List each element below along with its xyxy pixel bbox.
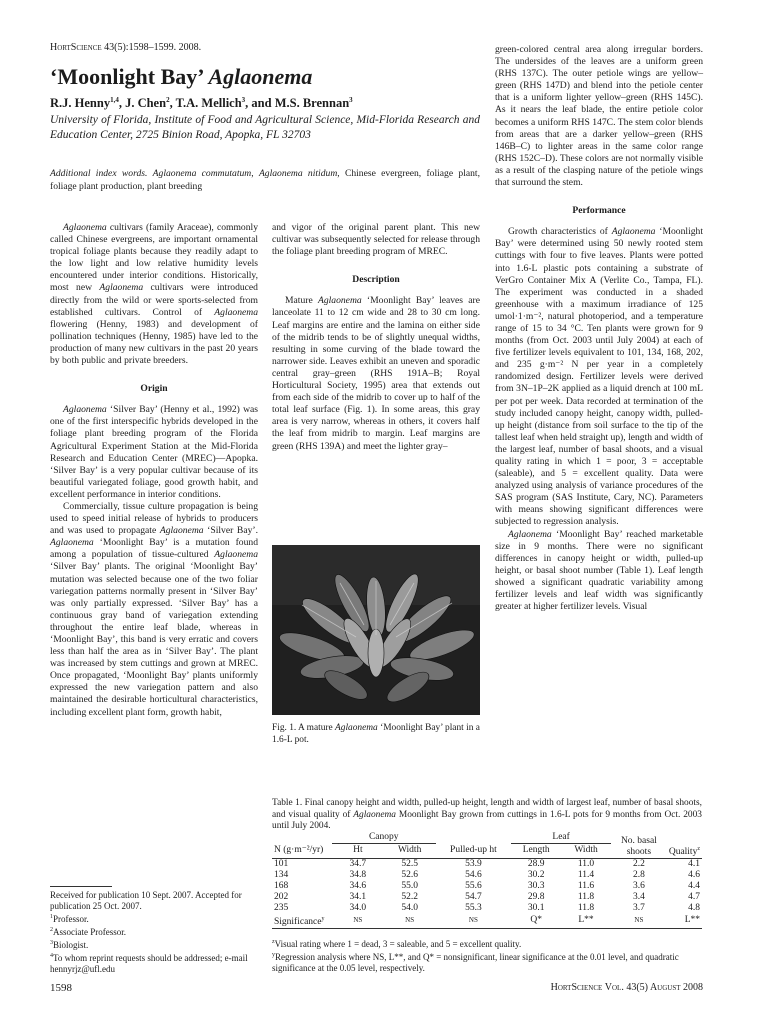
table-cell: 54.7 bbox=[465, 891, 482, 902]
table-note-z bbox=[272, 937, 702, 950]
italic-genus-name: Aglaonema bbox=[508, 528, 552, 540]
title-cultivar: ‘Moonlight Bay’ bbox=[50, 64, 203, 89]
index-words-label: Additional index words. bbox=[50, 168, 148, 179]
text-run: ‘Moonlight Bay’ is a mutation found among a population of tissue-cultured bbox=[50, 537, 258, 561]
table-header-quality bbox=[667, 844, 702, 859]
author-4: M.S. Brennan bbox=[274, 96, 350, 111]
origin-paragraph-1 bbox=[50, 404, 258, 501]
table-cell: 3.4 bbox=[632, 891, 645, 902]
table-note-y-mark: y bbox=[272, 952, 275, 958]
column-1 bbox=[50, 222, 258, 719]
table-cell: 11.8 bbox=[577, 891, 595, 902]
text-run: Moonlight Bay grown from cuttings in 1.6-L pots for 9 months from Oct. 2003 until July 2004. bbox=[272, 809, 702, 831]
table-1-notes bbox=[272, 937, 702, 974]
article-title bbox=[50, 64, 312, 90]
footer-journal-name: HortScience bbox=[550, 982, 603, 993]
italic-genus-name: Aglaonema bbox=[50, 537, 94, 549]
table-cell: 52.5 bbox=[401, 858, 418, 869]
table-sig-cell: NS bbox=[468, 916, 478, 925]
table-cell: 30.3 bbox=[527, 880, 545, 891]
table-sig-cell: NS bbox=[634, 916, 644, 925]
performance-paragraph-1 bbox=[495, 226, 703, 528]
author-1: R.J. Henny bbox=[50, 96, 111, 111]
table-sig-cell: L** bbox=[684, 915, 700, 926]
table-note-y bbox=[272, 950, 702, 974]
table-cell: 4.7 bbox=[688, 891, 700, 902]
table-cell-nitrogen: 202 bbox=[274, 891, 289, 902]
table-cell: 11.0 bbox=[577, 858, 595, 869]
origin-continuation: and vigor of the original parent plant. This new cultivar was subsequently selected for release through the foliage plant breeding program of MREC. bbox=[272, 222, 480, 258]
table-cell: 52.6 bbox=[401, 869, 418, 880]
volume-text: 43(5):1598–1599. 2008. bbox=[104, 42, 202, 53]
author-2: J. Chen bbox=[125, 96, 167, 111]
table-1 bbox=[272, 832, 702, 929]
table-significance-label-text: Significance bbox=[274, 916, 322, 927]
running-head bbox=[50, 42, 201, 53]
table-cell: 34.6 bbox=[349, 880, 367, 891]
table-header-canopy-width: Width bbox=[397, 845, 422, 856]
table-cell: 4.4 bbox=[688, 880, 700, 891]
footnote-4-text: To whom reprint requests should be addressed; e-mail hennyrjz@ufl.edu bbox=[50, 953, 248, 974]
table-group-leaf: Leaf bbox=[511, 832, 611, 844]
footnote-2-text: Associate Professor. bbox=[53, 927, 126, 937]
footnote-3-mark: 3 bbox=[50, 940, 53, 946]
table-cell: 3.6 bbox=[632, 880, 645, 891]
italic-genus-name: Aglaonema bbox=[99, 282, 144, 294]
footnotes bbox=[50, 890, 258, 975]
table-cell: 2.2 bbox=[632, 858, 645, 869]
text-run: ‘Silver Bay’. bbox=[203, 525, 258, 537]
footnote-2 bbox=[50, 925, 258, 938]
italic-genus-name: Aglaonema bbox=[63, 404, 107, 416]
table-cell: 11.4 bbox=[577, 869, 595, 880]
aglaonema-plant-illustration bbox=[272, 545, 480, 715]
affiliation: University of Florida, Institute of Food and Agricultural Science, Mid-Florida Research and Education Center, 2725 Binion Road, Apopka, FL 32703 bbox=[50, 114, 480, 141]
section-heading-description: Description bbox=[352, 274, 400, 286]
italic-genus-name: Aglaonema bbox=[335, 723, 378, 733]
description-continuation: green-colored central area along irregular borders. The undersides of the leaves are a uniform green (RHS 137C). The outer petiole wings are yellow–green (RHS 147D) and blend into the petiole center that is a uniform lighter yellow–green (RHS 145C). As it nears the leaf blade, the entire petiole color becomes a uniform RHS 147C. The stem color blends from areas that are a darker yellow–green (RHS 146B–C) to lighter areas in the same color range (RHS 152C–D). These colors are not normally visible as a result of the clasping nature of the petiole wings that surround the stem. bbox=[495, 44, 703, 189]
table-significance-label bbox=[272, 914, 332, 929]
table-sig-cell: Q* bbox=[530, 915, 542, 926]
table-cell-nitrogen: 235 bbox=[274, 902, 289, 913]
table-header-nitrogen: N (g·m⁻²/yr) bbox=[274, 845, 324, 856]
footnote-1 bbox=[50, 912, 258, 925]
section-heading-origin: Origin bbox=[140, 383, 168, 395]
table-group-header-row bbox=[272, 832, 702, 844]
table-significance-note-mark: y bbox=[321, 915, 325, 922]
index-words-rest: , Chinese evergreen, foliage plant, foliage plant production, plant breeding bbox=[50, 168, 480, 192]
author-3: T.A. Mellich bbox=[175, 96, 242, 111]
section-heading-performance: Performance bbox=[572, 205, 626, 217]
footnote-1-mark: 1 bbox=[50, 914, 53, 920]
text-run: Fig. 1. A mature bbox=[272, 723, 336, 733]
table-cell: 4.8 bbox=[688, 902, 700, 913]
table-note-z-text: Visual rating where 1 = dead, 3 = saleable, and 5 = excellent quality. bbox=[274, 939, 522, 949]
author-sep-1: , bbox=[118, 96, 126, 111]
table-cell: 4.1 bbox=[688, 858, 700, 869]
table-row bbox=[272, 903, 702, 914]
table-row bbox=[272, 881, 702, 892]
table-header-quality-label: Quality bbox=[668, 846, 698, 857]
index-word-species-2: Aglaonema nitidum bbox=[258, 168, 338, 179]
journal-name: HortScience bbox=[50, 42, 102, 53]
text-run: Mature bbox=[285, 295, 318, 307]
italic-genus-name: Aglaonema bbox=[353, 809, 396, 820]
table-cell: 55.3 bbox=[465, 902, 482, 913]
italic-genus-name: Aglaonema bbox=[63, 222, 107, 233]
table-significance-row bbox=[272, 914, 702, 929]
table-cell: 54.0 bbox=[401, 902, 418, 913]
author-1-marks: 1,4 bbox=[110, 96, 119, 104]
table-cell: 2.8 bbox=[632, 869, 645, 880]
footnote-1-text: Professor. bbox=[53, 914, 89, 924]
page-number: 1598 bbox=[50, 982, 72, 994]
author-sep-3: , and bbox=[245, 96, 275, 111]
footnote-3-text: Biologist. bbox=[53, 940, 89, 950]
description-paragraph bbox=[272, 295, 480, 452]
table-note-z-mark: z bbox=[272, 939, 275, 945]
figure-1-caption bbox=[272, 723, 480, 746]
italic-genus-name: Aglaonema bbox=[159, 525, 204, 537]
table-cell-nitrogen: 101 bbox=[274, 858, 289, 869]
table-cell: 34.0 bbox=[349, 902, 367, 913]
table-cell: 34.8 bbox=[349, 869, 367, 880]
table-cell: 54.6 bbox=[465, 869, 482, 880]
table-sig-cell: NS bbox=[405, 916, 415, 925]
footer-volume: Vol. 43(5) August 2008 bbox=[604, 982, 703, 993]
table-row bbox=[272, 858, 702, 870]
table-row bbox=[272, 892, 702, 903]
performance-paragraph-2 bbox=[495, 529, 703, 614]
table-group-canopy: Canopy bbox=[332, 832, 436, 844]
table-cell: 29.8 bbox=[527, 891, 545, 902]
table-cell: 11.6 bbox=[577, 880, 595, 891]
text-run: ‘Moonlight Bay’ plant in a 1.6-L pot. bbox=[272, 723, 480, 745]
table-cell: 28.9 bbox=[527, 858, 545, 869]
footnote-2-mark: 2 bbox=[50, 927, 53, 933]
text-run: cultivars were introduced directly from the wild or were sports-selected from established cultivars. Control of bbox=[50, 282, 258, 318]
footnote-rule bbox=[50, 886, 112, 887]
table-cell: 53.9 bbox=[465, 858, 482, 869]
text-run: ‘Moonlight Bay’ were determined using 50 newly rooted stem cuttings with four to five leaves. Plants were potted into 1.6-L plastic pots containing a substrate of VerGro Container Mix A (Verlite Co., Tampa, FL). The experiment was conducted in a shaded greenhouse with a maximum irradiance of 125 umol·1·m⁻², natural photoperiod, and a temperature range of 15 to 34 °C. Ten plants were grown for 9 months (from Oct. 2003 until July 2004) at each of five fertilizer levels equivalent to 101, 134, 168, 202, and 235 g·m⁻² N per year in a completely randomized design. Fertilizer levels were derived from 3N–1P–2K applied as a liquid drench at 100 mL per pot per week. Data recorded at termination of the study included canopy height, canopy width, pulled-up height (distance from soil surface to the tip of the tallest leaf when held straight up), length and width of the largest leaf, number of basal shoots, and a visual quality rating in which 1 = poor, 3 = acceptable (saleable), and 5 = excellent quality. Data were analyzed using analysis of variance procedures of the SAS program (SAS Institute, Cary, NC). Parameters with means showing significant differences were subjected to regression analysis. bbox=[495, 226, 703, 528]
title-genus: Aglaonema bbox=[208, 64, 313, 89]
footnote-4-mark: 4 bbox=[50, 953, 53, 959]
text-run: Table 1. Final canopy height and width, pulled-up height, length and width of largest leaf, number of basal shoots, and visual quality of bbox=[272, 798, 702, 820]
table-cell: 4.6 bbox=[688, 869, 700, 880]
author-list bbox=[50, 96, 353, 111]
text-run: cultivars (family Araceae), commonly called Chinese evergreens, are important ornamental tropical foliage plants because they readily adapt to the low light and low relative humidity levels encountered under interior conditions. Historically, most new bbox=[50, 222, 258, 294]
figure-1-photo bbox=[272, 545, 480, 715]
table-row bbox=[272, 870, 702, 881]
table-1-caption bbox=[272, 798, 702, 833]
footer-journal bbox=[508, 982, 703, 993]
author-sep-2: , bbox=[169, 96, 176, 111]
table-cell: 52.2 bbox=[401, 891, 418, 902]
footnote-4 bbox=[50, 951, 258, 975]
table-header-pulled-up-height: Pulled-up ht bbox=[450, 845, 497, 856]
table-sig-cell: NS bbox=[353, 916, 363, 925]
italic-genus-name: Aglaonema bbox=[611, 226, 656, 238]
origin-paragraph-2 bbox=[50, 501, 258, 719]
footnote-3 bbox=[50, 938, 258, 951]
text-run: Commercially, tissue culture propagation is being used to speed initial release of hybrids to producers and was used to propagate bbox=[50, 500, 258, 537]
table-header-quality-note-mark: z bbox=[697, 845, 700, 852]
table-note-y-text: Regression analysis where NS, L**, and Q* = nonsignificant, linear significance at the 0.01 level, and quadratic significance at the 0.05 level, respectively. bbox=[272, 952, 679, 973]
text-run: ‘Silver Bay’ (Henny et al., 1992) was one of the first interspecific hybrids developed in the foliage plant breeding program of the Florida Agricultural Experiment Station at the Mid-Florida Research and Education Center (MREC)—Apopka. ‘Silver Bay’ is a very popular cultivar because of its beautiful variegated foliage, good growth habit, and excellent performance in interior conditions. bbox=[50, 404, 258, 500]
table-cell: 11.8 bbox=[577, 902, 595, 913]
text-run: ‘Moonlight Bay’ leaves are lanceolate 11 to 12 cm wide and 28 to 30 cm long. Leaf margins are entire and the lamina on either side of the midrib tends to be of slightly unequal widths, resulting in some curving of the blade toward the narrower side. Leaves exhibit an uneven and sporadic central gray–green (RHS 191A–B; Royal Horticultural Society, 1995) area that extends out from each side of the midrib to cover up to half of the total leaf surface (Fig. 1). In some areas, this gray area is very narrow, whereas in others, it covers half the leaf from midrib to margin. Leaf margins are green (RHS 139A) and meet the lighter gray– bbox=[272, 295, 481, 452]
table-header-basal-shoots: No. basal shoots bbox=[620, 835, 657, 857]
table-cell: 3.7 bbox=[632, 902, 645, 913]
text-run: Growth characteristics of bbox=[508, 226, 612, 238]
author-3-marks: 3 bbox=[241, 96, 246, 104]
table-cell: 34.1 bbox=[349, 891, 367, 902]
italic-genus-name: Aglaonema bbox=[214, 549, 258, 561]
italic-genus-name: Aglaonema bbox=[317, 295, 362, 307]
text-run: ‘Silver Bay’ plants. The original ‘Moonlight Bay’ mutation was selected because one of the two foliar variegation patterns normally present in ‘Silver Bay’ was only partially expressed. ‘Silver Bay’ has a continuous gray band of variegation extending throughout the entire leaf blade, whereas in ‘Moonlight Bay’, this band is very erratic and covers less than half the area as in ‘Silver Bay’. The plant was increased by stem cuttings and grown at MREC. Once propagated, ‘Moonlight Bay’ plants uniformly expressed the new variegation pattern and also maintained the desirable horticultural characteristics, including excellent plant form, growth habit, bbox=[50, 561, 258, 718]
column-2 bbox=[272, 222, 480, 453]
table-cell: 55.0 bbox=[401, 880, 418, 891]
text-run: flowering (Henny, 1983) and development of pollination techniques (Henny, 1985) have led to the production of many new cultivars in the past 20 years by both public and private breeders. bbox=[50, 318, 258, 367]
table-cell: 55.6 bbox=[465, 880, 482, 891]
table-cell-nitrogen: 134 bbox=[274, 869, 289, 880]
index-word-species-1: Aglaonema commutatum bbox=[152, 168, 252, 179]
table-sig-cell: L** bbox=[578, 915, 594, 926]
table-body bbox=[272, 858, 702, 914]
italic-genus-name: Aglaonema bbox=[214, 306, 258, 318]
table-header-leaf-length: Length bbox=[522, 845, 550, 856]
index-words: Additional index words. Aglaonema commutatum, Aglaonema nitidum, Chinese evergreen, foliage plant, foliage plant production, plant breeding bbox=[50, 168, 480, 192]
table-header-canopy-height: Ht bbox=[353, 845, 363, 856]
author-4-marks: 3 bbox=[349, 96, 353, 104]
intro-paragraph bbox=[50, 222, 258, 367]
table-cell: 30.1 bbox=[527, 902, 545, 913]
table-cell: 34.7 bbox=[349, 858, 367, 869]
footnote-received: Received for publication 10 Sept. 2007. Accepted for publication 25 Oct. 2007. bbox=[50, 890, 242, 911]
text-run: ‘Moonlight Bay’ reached marketable size in 9 months. There were no significant differences in canopy height or width, pulled-up height, or basal shoot number (Table 1). Leaf length showed a significant quadratic variability among fertilizer levels and leaf width was significantly greater at higher fertilizer levels. Visual bbox=[495, 528, 703, 613]
column-3 bbox=[495, 44, 703, 613]
table-header-leaf-width: Width bbox=[574, 845, 598, 856]
table-cell: 30.2 bbox=[527, 869, 545, 880]
author-2-marks: 2 bbox=[166, 96, 170, 104]
table-cell-nitrogen: 168 bbox=[274, 880, 289, 891]
